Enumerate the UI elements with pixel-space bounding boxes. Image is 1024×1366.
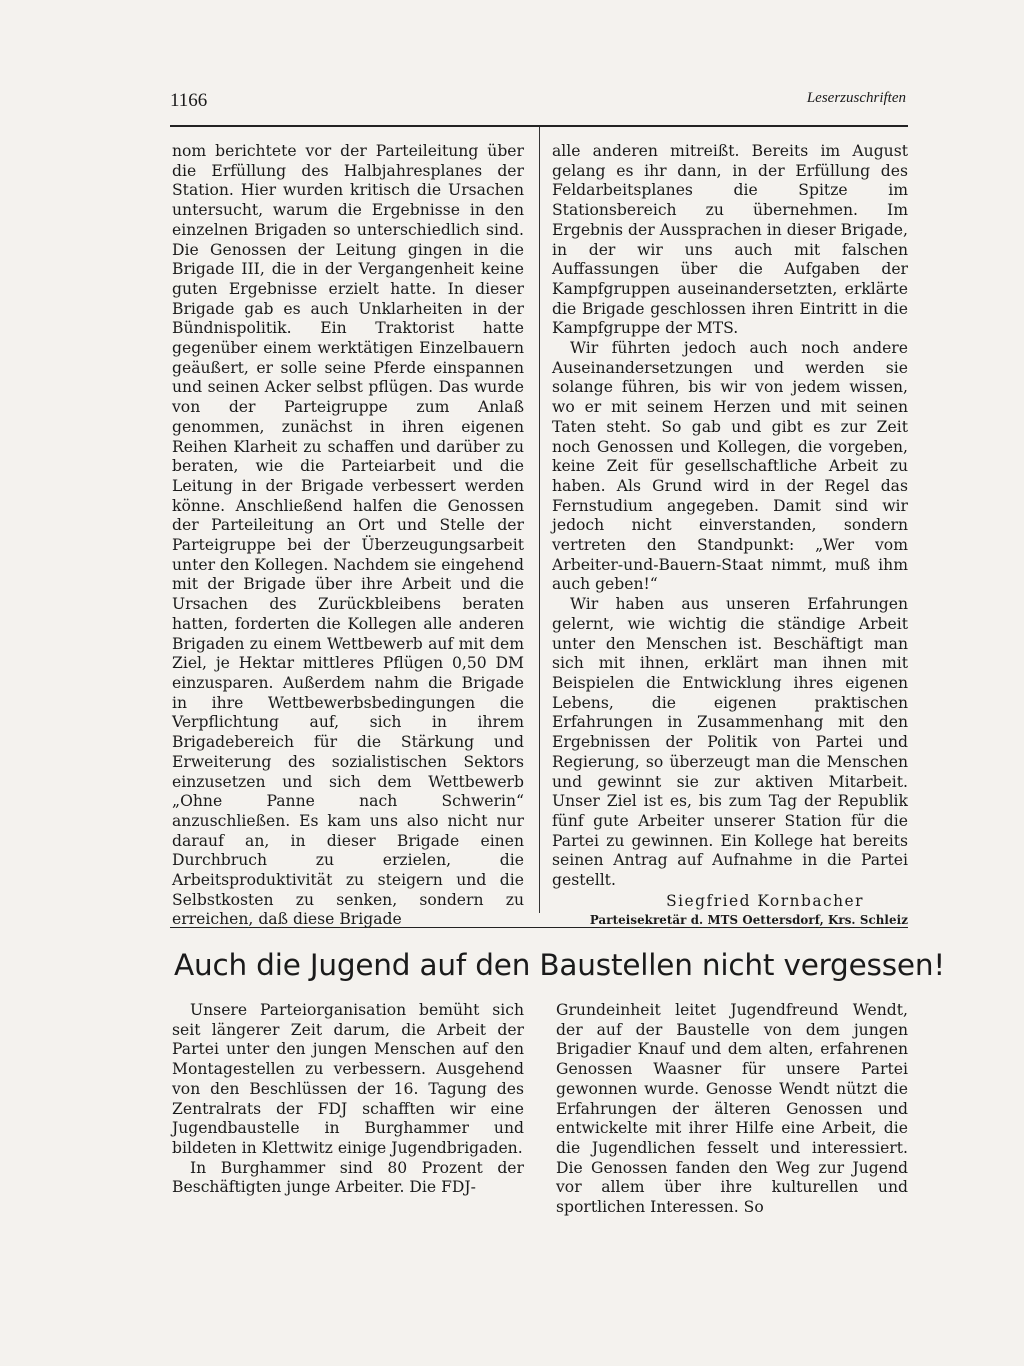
article-title: Auch die Jugend auf den Baustellen nicht vergessen!	[174, 948, 945, 982]
signature-role: Parteisekretär d. MTS Oettersdorf, Krs. Schleiz	[589, 912, 908, 927]
column-divider	[539, 127, 540, 913]
article-right-column	[556, 1001, 908, 1218]
paragraph: In Burghammer sind 80 Prozent der Beschäftigten junge Arbeiter. Die FDJ-	[172, 1158, 524, 1197]
paragraph: Unsere Parteiorganisation bemüht sich seit längerer Zeit darum, die Arbeit der Partei unter den jungen Menschen auf den Montagestellen zu verbessern. Ausgehend von den Beschlüssen der 16. Tagung des Zentralrats der FDJ schafften wir eine Jugendbaustelle in Burghammer und bildeten in Klettwitz einige Jugendbrigaden.	[172, 1001, 524, 1157]
letter-left-column	[172, 142, 524, 930]
paragraph: Wir führten jedoch auch noch andere Auseinandersetzungen und werden sie solange führen, bis wir von jedem wissen, wo er mit seinem Herzen und mit seinen Taten steht. So gab und gibt es zur Zeit noch Genossen und Kollegen, die vorgeben, keine Zeit für gesellschaftliche Arbeit zu haben. Als Grund wird in der Regel das Fernstudium angegeben. Damit sind wir jedoch nicht einverstanden, sondern vertreten den Standpunkt: „Wer vom Arbeiter-und-Bauern-Staat nimmt, muß ihm auch geben!“	[552, 339, 908, 594]
page-number: 1166	[170, 90, 208, 111]
letter-right-column	[552, 142, 908, 929]
paragraph: alle anderen mitreißt. Bereits im August gelang es ihr dann, in der Erfüllung des Feldarbeitsplanes die Spitze im Stationsbereich zu übernehmen. Im Ergebnis der Aussprachen in dieser Brigade, in der wir uns auch mit falschen Auffassungen über die Aufgaben der Kampfgruppen auseinandersetzten, erklärte die Brigade geschlossen ihren Eintritt in die Kampfgruppe der MTS.	[552, 142, 908, 338]
signature-name: Siegfried Kornbacher	[666, 891, 864, 910]
article-separator	[170, 927, 908, 928]
paragraph: Wir haben aus unseren Erfahrungen gelernt, wie wichtig die ständige Arbeit unter den Menschen ist. Beschäftigt man sich mit ihnen, erklärt man ihnen mit Beispielen die Entwicklung ihres eigenen Lebens, die eigenen praktischen Erfahrungen in Zusammenhang mit den Ergebnissen der Politik von Partei und Regierung, so überzeugt man die Menschen und gewinnt sie zur aktiven Mitarbeit. Unser Ziel ist es, bis zum Tag der Republik fünf gute Arbeiter unserer Station für die Partei zu gewinnen. Ein Kollege hat bereits seinen Antrag auf Aufnahme in die Partei gestellt.	[552, 595, 908, 890]
page-header	[170, 90, 906, 118]
article-left-column	[172, 1001, 524, 1198]
paragraph: Grundeinheit leitet Jugendfreund Wendt, der auf der Baustelle von dem jungen Brigadier Knauf und dem alten, erfahrenen Genossen Waasner für unsere Partei gewonnen wurde. Genosse Wendt nützt die Erfahrungen der älteren Genossen und entwickelte mit ihrer Hilfe eine Arbeit, die die Jugendlichen fesselt und interessiert. Die Genossen fanden den Weg zur Jugend vor allem über ihre kulturellen und sportlichen Interessen. So	[556, 1001, 908, 1217]
running-head: Leserzuschriften	[806, 90, 906, 106]
paragraph: nom berichtete vor der Parteileitung über die Erfüllung des Halbjahresplanes der Station. Hier wurden kritisch die Ursachen untersucht, warum die Ergebnisse in den einzelnen Brigaden so unterschiedlich sind. Die Genossen der Leitung gingen in die Brigade III, die in der Vergangenheit keine guten Ergebnisse erzielt hatte. In dieser Brigade gab es auch Unklarheiten in der Bündnispolitik. Ein Traktorist hatte gegenüber einem werktätigen Einzelbauern geäußert, er solle seine Pferde einspannen und seinen Acker selbst pflügen. Das wurde von der Parteigruppe zum Anlaß genommen, zunächst in ihren eigenen Reihen Klarheit zu schaffen und darüber zu beraten, wie die Parteiarbeit und die Leitung in der Brigade verbessert werden könne. Anschließend halfen die Genossen der Parteileitung an Ort und Stelle der Parteigruppe bei der Überzeugungsarbeit unter den Kollegen. Nachdem sie eingehend mit der Brigade über ihre Arbeit und die Ursachen des Zurückbleibens beraten hatten, forderten die Kollegen alle anderen Brigaden zu einem Wettbewerb auf mit dem Ziel, je Hektar mittleres Pflügen 0,50 DM einzusparen. Außerdem nahm die Brigade in ihre Wettbewerbsbedingungen die Verpflichtung auf, sich in ihrem Brigadebereich für die Stärkung und Erweiterung des sozialistischen Sektors einzusetzen und sich dem Wettbewerb „Ohne Panne nach Schwerin“ anzuschließen. Es kam uns also nicht nur darauf an, in dieser Brigade einen Durchbruch zu erzielen, die Arbeitsproduktivität zu steigern und die Selbstkosten zu senken, sondern zu erreichen, daß diese Brigade	[172, 142, 524, 929]
